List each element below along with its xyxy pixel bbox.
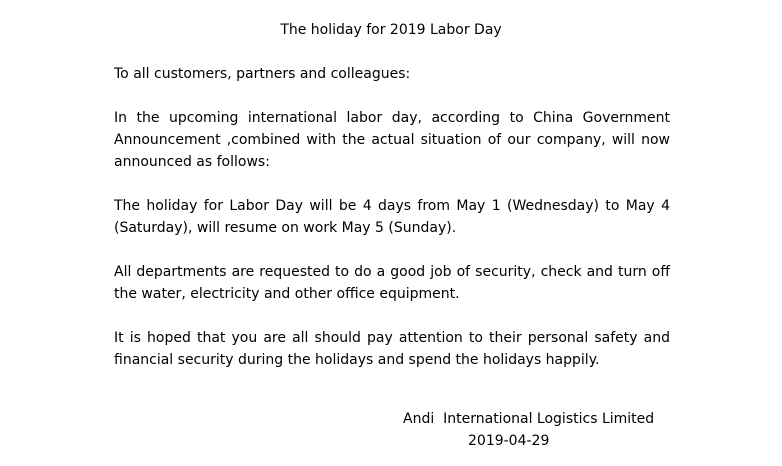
security-request-paragraph: All departments are requested to do a good job of security, check and turn off the water, electricity and other office equipment. [114,264,670,302]
notice-title: The holiday for 2019 Labor Day [280,22,502,38]
holiday-dates-paragraph: The holiday for Labor Day will be 4 days from May 1 (Wednesday) to May 4 (Saturday), will resume on work May 5 (Sunday). [114,198,670,236]
announcement-paragraph: In the upcoming international labor day, according to China Government Announcement ,combined with the actual situation of our company, will now announced as follows: [114,110,670,170]
signature-block [403,408,657,452]
notice-body [114,63,670,393]
signature-company: Andi International Logistics Limited [403,411,655,427]
greeting-paragraph: To all customers, partners and colleagues: [114,66,411,82]
signature-date: 2019-04-29 [468,433,550,449]
safety-wish-paragraph: It is hoped that you are all should pay attention to their personal safety and financial security during the holidays and spend the holidays happily. [114,330,670,368]
